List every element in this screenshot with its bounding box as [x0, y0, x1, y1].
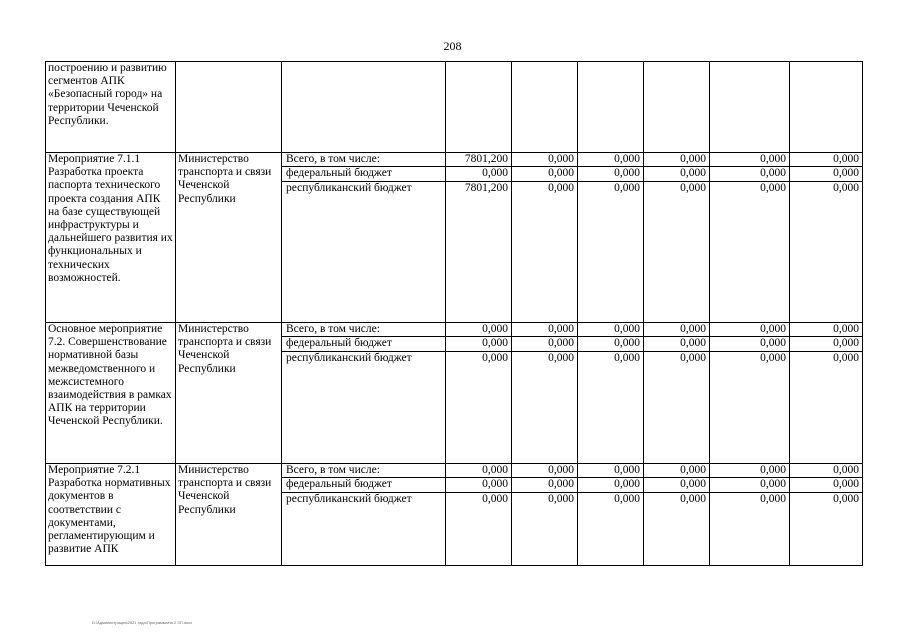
amount-value: 0,000 — [710, 337, 789, 351]
amount-value: 0,000 — [760, 351, 786, 364]
funding-source-label: федеральный бюджет — [282, 478, 445, 492]
amount-value: 0,000 — [710, 464, 789, 478]
value-cell — [790, 62, 863, 153]
amount-value: 0,000 — [710, 323, 789, 337]
value-cell — [578, 62, 644, 153]
value-cell — [710, 153, 790, 323]
executor-cell: Министерство транспорта и связи Чеченской Республики — [176, 464, 282, 566]
table-row — [46, 323, 863, 464]
amount-value: 0,000 — [512, 167, 577, 181]
table-row-continued — [46, 62, 863, 153]
amount-value: 0,000 — [578, 464, 643, 478]
value-cell — [446, 464, 512, 566]
amount-value: 0,000 — [710, 478, 789, 492]
amount-value: 0,000 — [578, 167, 643, 181]
activity-name-cell: построению и развитию сегментов АПК «Безопасный город» на территории Чеченской Республики. — [46, 62, 176, 153]
amount-value: 0,000 — [680, 492, 706, 505]
value-cell — [710, 464, 790, 566]
file-path-footer: D:\Администрация\2021 года\ПрограммаНа 2 ЗП.docx — [92, 620, 193, 625]
funding-source-label: республиканский бюджет — [286, 492, 412, 505]
amount-value: 0,000 — [512, 337, 577, 351]
funding-source-cell — [282, 153, 446, 323]
value-cell — [644, 323, 710, 464]
activity-name-cell: Мероприятие 7.1.1 Разработка проекта паспорта технического проекта создания АПК на базе существующей инфраструктуры и дальнейшего развития их функциональных и технических возможностей. — [46, 153, 176, 323]
amount-value: 0,000 — [446, 464, 511, 478]
amount-value: 0,000 — [614, 492, 640, 505]
value-cell — [512, 323, 578, 464]
amount-value: 0,000 — [548, 492, 574, 505]
amount-value: 0,000 — [512, 323, 577, 337]
amount-value: 0,000 — [644, 167, 709, 181]
value-cell — [644, 62, 710, 153]
amount-value: 0,000 — [512, 153, 577, 167]
amount-value: 0,000 — [790, 323, 862, 337]
activity-name-cell: Мероприятие 7.2.1 Разработка нормативных документов в соответствии с документами, регламентирующим и развитие АПК — [46, 464, 176, 566]
amount-value: 0,000 — [446, 167, 511, 181]
table-row — [46, 464, 863, 566]
funding-source-cell — [282, 464, 446, 566]
amount-value: 0,000 — [790, 464, 862, 478]
amount-value: 7801,200 — [446, 153, 511, 167]
value-cell — [578, 323, 644, 464]
amount-value: 0,000 — [833, 181, 859, 194]
amount-value: 0,000 — [644, 464, 709, 478]
amount-value: 0,000 — [578, 323, 643, 337]
amount-value: 0,000 — [482, 351, 508, 364]
funding-source-label: Всего, в том числе: — [282, 323, 445, 337]
amount-value: 0,000 — [790, 337, 862, 351]
amount-value: 0,000 — [833, 492, 859, 505]
amount-value: 0,000 — [512, 478, 577, 492]
amount-value: 0,000 — [512, 464, 577, 478]
amount-value: 0,000 — [644, 478, 709, 492]
amount-value: 0,000 — [578, 153, 643, 167]
funding-table — [45, 61, 863, 566]
executor-cell: Министерство транспорта и связи Чеченской Республики — [176, 323, 282, 464]
amount-value: 0,000 — [548, 181, 574, 194]
amount-value: 0,000 — [614, 351, 640, 364]
amount-value: 0,000 — [710, 167, 789, 181]
amount-value: 0,000 — [710, 153, 789, 167]
value-cell — [578, 464, 644, 566]
amount-value: 0,000 — [790, 167, 862, 181]
amount-value: 0,000 — [760, 181, 786, 194]
amount-value: 7801,200 — [464, 181, 508, 194]
amount-value: 0,000 — [790, 153, 862, 167]
amount-value: 0,000 — [578, 337, 643, 351]
funding-source-label: Всего, в том числе: — [282, 153, 445, 167]
value-cell — [644, 153, 710, 323]
value-cell — [578, 153, 644, 323]
amount-value: 0,000 — [760, 492, 786, 505]
amount-value: 0,000 — [833, 351, 859, 364]
amount-value: 0,000 — [680, 181, 706, 194]
page-number: 208 — [443, 39, 462, 53]
amount-value: 0,000 — [644, 323, 709, 337]
value-cell — [790, 464, 863, 566]
funding-source-label: федеральный бюджет — [282, 337, 445, 351]
funding-source-label: Всего, в том числе: — [282, 464, 445, 478]
amount-value: 0,000 — [680, 351, 706, 364]
amount-value: 0,000 — [644, 337, 709, 351]
table-row — [46, 153, 863, 323]
funding-source-cell — [282, 323, 446, 464]
value-cell — [512, 464, 578, 566]
value-cell — [644, 464, 710, 566]
value-cell — [512, 153, 578, 323]
value-cell — [710, 323, 790, 464]
amount-value: 0,000 — [446, 323, 511, 337]
executor-cell: Министерство транспорта и связи Чеченской Республики — [176, 153, 282, 323]
value-cell — [446, 323, 512, 464]
source-cell — [282, 62, 446, 153]
funding-source-label: федеральный бюджет — [282, 167, 445, 181]
value-cell — [446, 62, 512, 153]
value-cell — [710, 62, 790, 153]
amount-value: 0,000 — [446, 478, 511, 492]
amount-value: 0,000 — [578, 478, 643, 492]
funding-source-label: республиканский бюджет — [286, 181, 412, 194]
funding-source-label: республиканский бюджет — [286, 351, 412, 364]
value-cell — [446, 153, 512, 323]
amount-value: 0,000 — [548, 351, 574, 364]
amount-value: 0,000 — [644, 153, 709, 167]
amount-value: 0,000 — [482, 492, 508, 505]
amount-value: 0,000 — [790, 478, 862, 492]
amount-value: 0,000 — [614, 181, 640, 194]
value-cell — [790, 323, 863, 464]
executor-cell — [176, 62, 282, 153]
activity-name-cell: Основное мероприятие 7.2. Совершенствование нормативной базы межведомственного и межсистемного взаимодействия в рамках АПК на территории Чеченской Республики. — [46, 323, 176, 464]
amount-value: 0,000 — [446, 337, 511, 351]
value-cell — [512, 62, 578, 153]
value-cell — [790, 153, 863, 323]
